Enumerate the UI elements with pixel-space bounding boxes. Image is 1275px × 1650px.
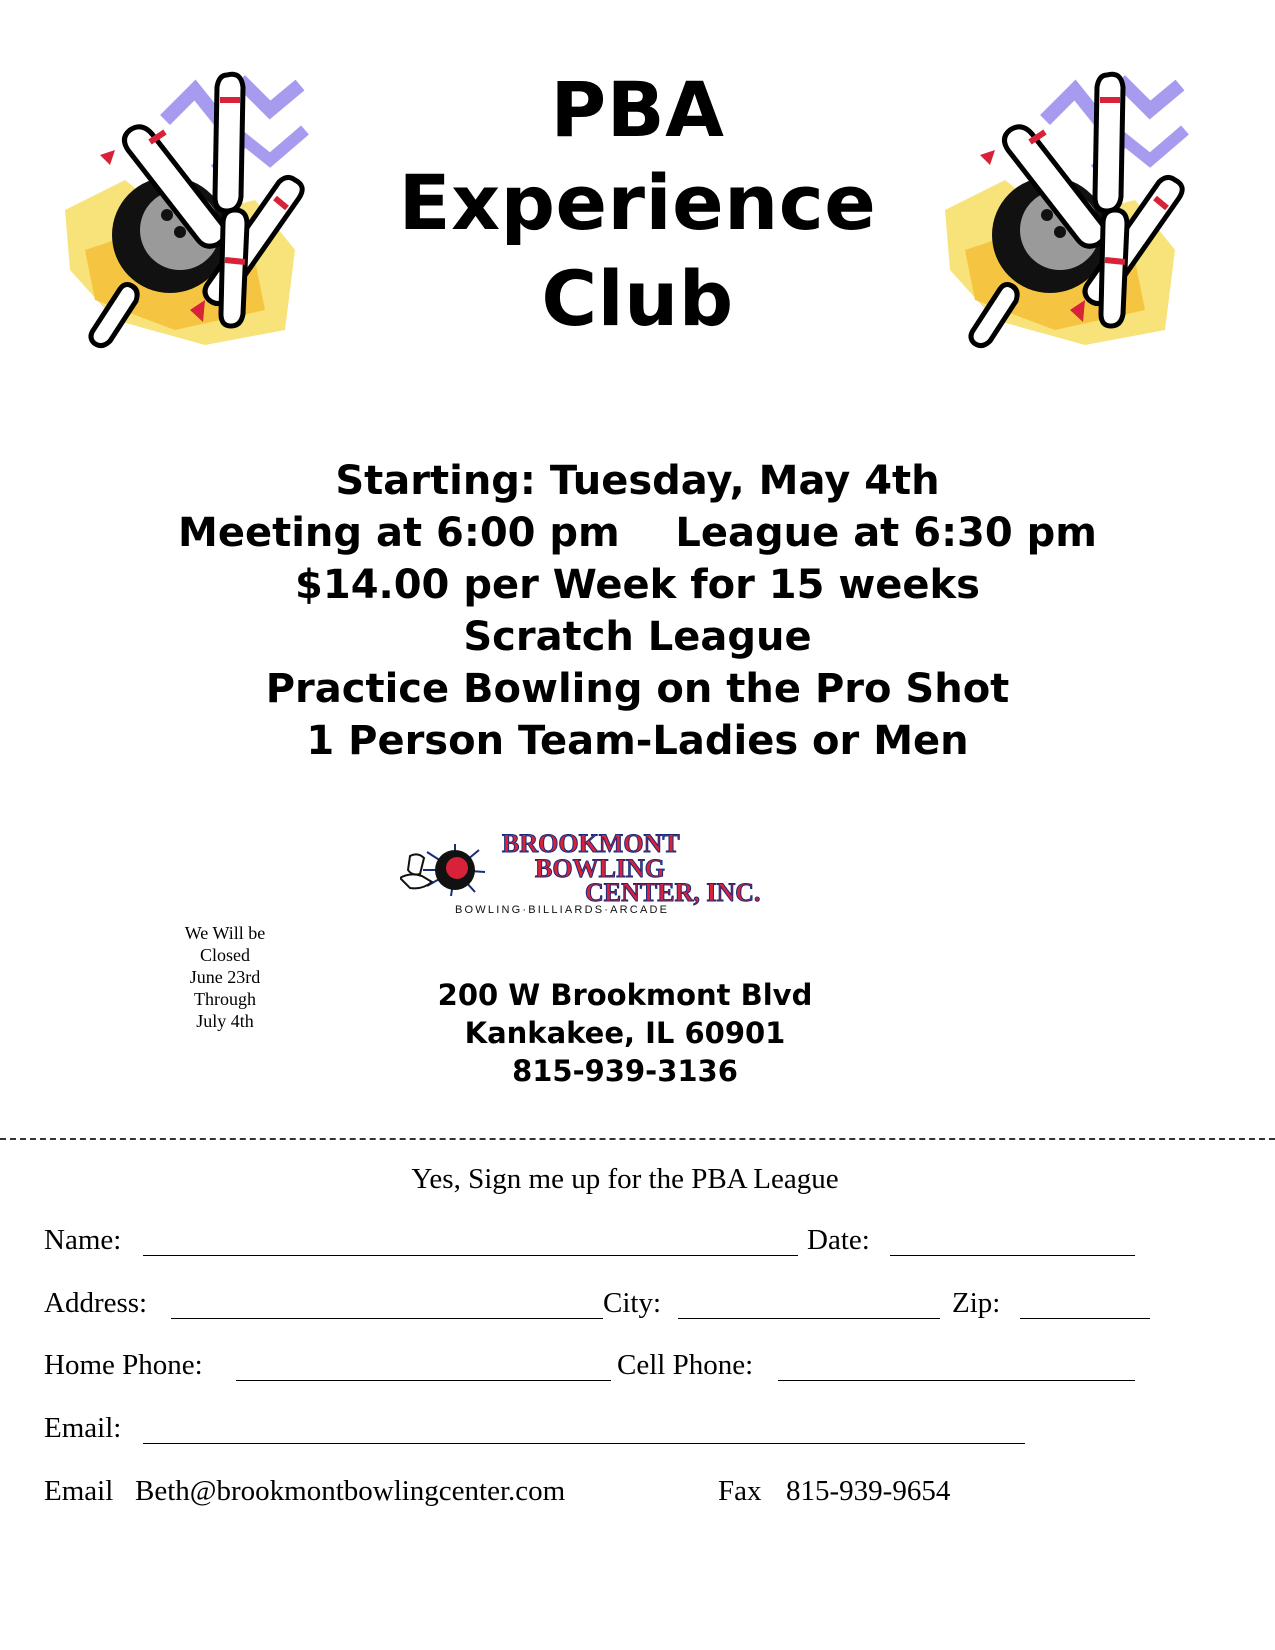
form-heading: Yes, Sign me up for the PBA League: [411, 1163, 839, 1195]
home-phone-field[interactable]: [236, 1380, 611, 1381]
closed-notice-line: July 4th: [196, 1011, 254, 1031]
closed-notice-line: June 23rd: [189, 967, 261, 987]
zip-field[interactable]: [1020, 1318, 1150, 1319]
city-field[interactable]: [678, 1318, 940, 1319]
closed-notice: [150, 922, 300, 1032]
contact-email[interactable]: Beth@brookmontbowlingcenter.com: [135, 1475, 566, 1507]
logo-line-1: BROOKMONT: [502, 830, 680, 858]
logo-line-2: BOWLING: [535, 854, 666, 883]
logo-tagline: BOWLING·BILLIARDS·ARCADE: [455, 904, 670, 915]
closed-notice-line: Closed: [199, 945, 250, 965]
zip-label: Zip:: [952, 1287, 1001, 1319]
detail-price: $14.00 per Week for 15 weeks: [295, 562, 980, 608]
home-phone-label: Home Phone:: [44, 1349, 203, 1381]
detail-team: 1 Person Team-Ladies or Men: [306, 718, 969, 764]
detail-start-date: Starting: Tuesday, May 4th: [335, 458, 940, 504]
address-field[interactable]: [171, 1318, 603, 1319]
email-field[interactable]: [143, 1443, 1025, 1444]
cell-phone-label: Cell Phone:: [617, 1349, 754, 1381]
address-label: Address:: [44, 1287, 148, 1319]
bowling-clipart-icon: [935, 60, 1205, 350]
city-label: City:: [603, 1287, 662, 1319]
detail-league-type: Scratch League: [463, 614, 812, 660]
date-field[interactable]: [890, 1255, 1135, 1256]
bowling-clipart-icon: [55, 60, 325, 350]
address-phone: 815-939-3136: [512, 1054, 738, 1088]
name-field[interactable]: [143, 1255, 798, 1256]
detail-practice: Practice Bowling on the Pro Shot: [265, 666, 1010, 712]
date-label: Date:: [807, 1224, 870, 1256]
address-city: Kankakee, IL 60901: [464, 1016, 786, 1050]
cell-phone-field[interactable]: [778, 1380, 1135, 1381]
logo-line-3: CENTER, INC.: [585, 878, 761, 907]
page-title-line-2: Experience: [398, 158, 877, 247]
name-label: Name:: [44, 1224, 122, 1256]
fax-label: Fax: [718, 1475, 762, 1507]
closed-notice-line: Through: [194, 989, 256, 1009]
email-label: Email:: [44, 1412, 122, 1444]
detail-times: Meeting at 6:00 pm League at 6:30 pm: [178, 510, 1097, 556]
brookmont-logo-icon: [400, 830, 870, 915]
fax-number: 815-939-9654: [786, 1475, 951, 1507]
closed-notice-line: We Will be: [184, 923, 266, 943]
page-title-line-3: Club: [541, 254, 734, 343]
cut-line-divider: [0, 1138, 1275, 1140]
page-title-line-1: PBA: [550, 65, 725, 154]
address-street: 200 W Brookmont Blvd: [437, 978, 813, 1012]
contact-email-label: Email: [44, 1475, 114, 1507]
